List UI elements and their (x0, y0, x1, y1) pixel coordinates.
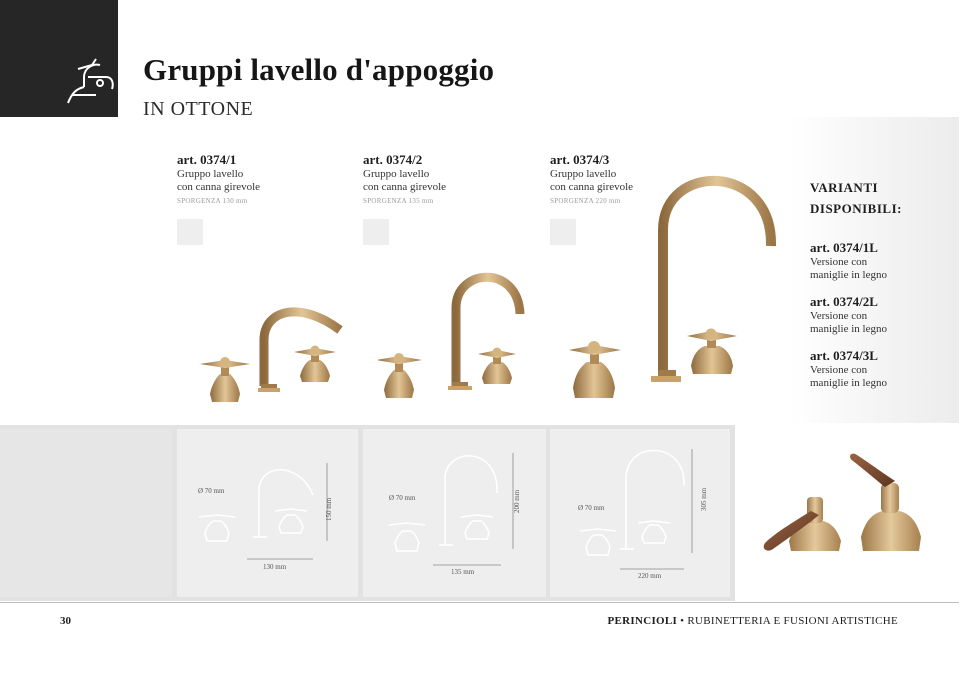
faucet-image-0374-3 (565, 170, 790, 402)
variant-code: art. 0374/1L (810, 240, 878, 255)
variant-item (810, 294, 887, 336)
variants-heading-line2: DISPONIBILI: (810, 201, 902, 216)
drawing-panel-3 (550, 429, 730, 597)
variant-code: art. 0374/2L (810, 294, 878, 309)
page-subtitle: IN OTTONE (143, 98, 254, 120)
faucet-image-0374-2 (378, 268, 548, 403)
diameter-label: Ø 70 mm (578, 504, 605, 512)
projection-label: 130 mm (263, 563, 287, 571)
variant-description: maniglie in legno (810, 323, 887, 335)
article-projection: SPORGENZA 130 mm (177, 197, 248, 205)
faucet-image-0374-1 (190, 290, 360, 405)
projection-label: 135 mm (451, 568, 475, 576)
variants-heading (810, 177, 902, 219)
empty-panel (0, 429, 172, 597)
article-description: con canna girevole (550, 181, 634, 193)
height-label: 200 mm (513, 489, 521, 513)
wood-handles-photo (735, 425, 959, 601)
projection-label: 220 mm (638, 572, 662, 580)
article-caption-1 (177, 152, 260, 205)
logo-box (0, 0, 118, 117)
variant-description: maniglie in legno (810, 269, 887, 281)
page-number: 30 (60, 615, 71, 627)
article-projection: SPORGENZA 220 mm (550, 197, 621, 205)
finish-swatch (177, 219, 203, 245)
variant-item (810, 240, 887, 282)
variant-code: art. 0374/3L (810, 348, 878, 363)
variant-description: Versione con (810, 256, 868, 268)
drawing-panel-1 (177, 429, 358, 597)
variant-description: Versione con (810, 364, 868, 376)
article-description: con canna girevole (177, 181, 261, 193)
wood-handle-valves-image (735, 425, 959, 601)
diameter-label: Ø 70 mm (389, 494, 416, 502)
article-code: art. 0374/1 (177, 152, 237, 167)
variant-description: Versione con (810, 310, 868, 322)
footer-divider (0, 602, 959, 603)
drawing-panel-2 (363, 429, 546, 597)
article-projection: SPORGENZA 135 mm (363, 197, 434, 205)
faucet-icon (62, 55, 118, 107)
article-code: art. 0374/2 (363, 152, 423, 167)
brand-tagline: RUBINETTERIA E FUSIONI ARTISTICHE (687, 615, 898, 627)
article-description: Gruppo lavello (550, 168, 617, 180)
brand-separator: • (680, 615, 685, 627)
article-description: con canna girevole (363, 181, 447, 193)
variant-item (810, 348, 887, 390)
finish-swatch (363, 219, 389, 245)
article-description: Gruppo lavello (363, 168, 430, 180)
article-description: Gruppo lavello (177, 168, 244, 180)
footer-brand (607, 615, 898, 627)
height-label: 150 mm (325, 497, 333, 521)
article-caption-2 (363, 152, 446, 205)
variant-description: maniglie in legno (810, 377, 887, 389)
height-label: 305 mm (700, 487, 708, 511)
diameter-label: Ø 70 mm (198, 487, 225, 495)
variants-heading-line1: VARIANTI (810, 180, 879, 195)
page-title: Gruppi lavello d'appoggio (143, 52, 495, 87)
brand-name: PERINCIOLI (607, 615, 678, 627)
article-code: art. 0374/3 (550, 152, 610, 167)
